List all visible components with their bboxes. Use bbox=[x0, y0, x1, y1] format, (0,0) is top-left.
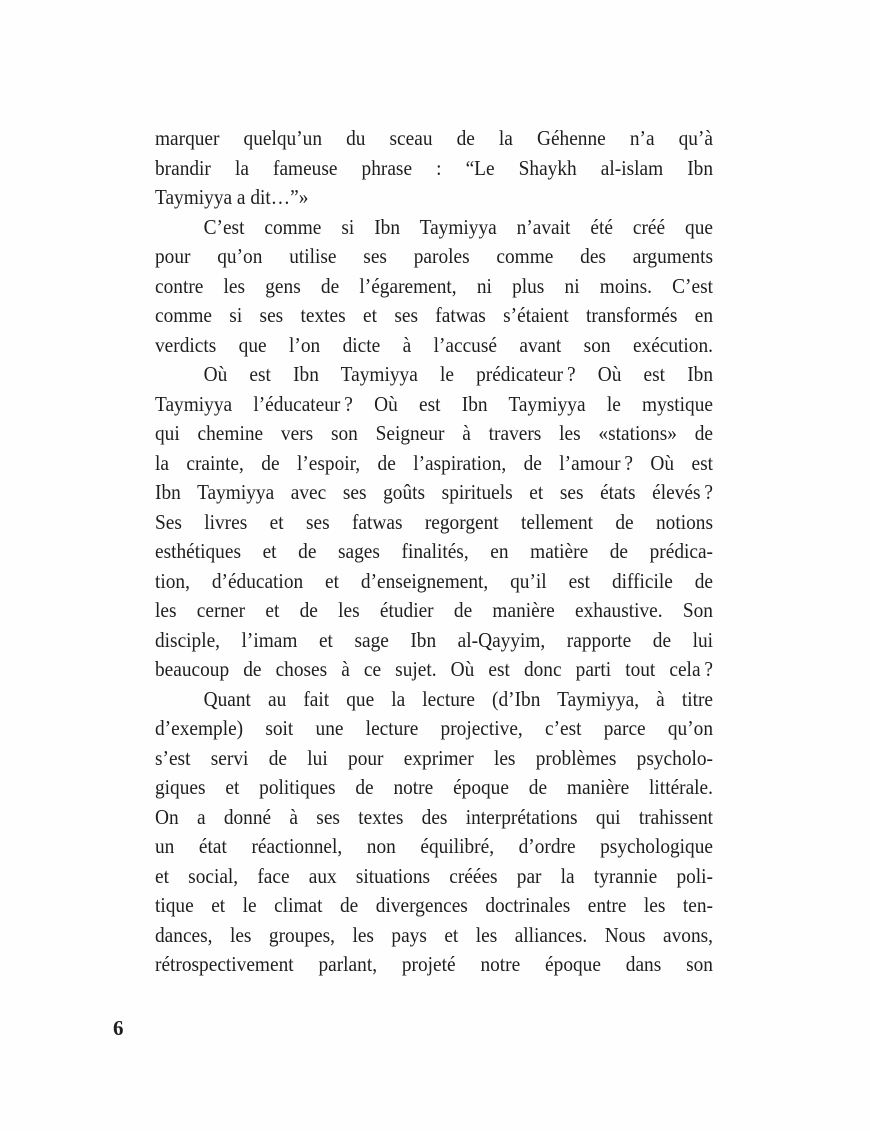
page-number: 6 bbox=[113, 1016, 124, 1040]
text-line: s’est servi de lui pour exprimer les problèmes psycholo- bbox=[155, 745, 713, 770]
text-line: marquer quelqu’un du sceau de la Géhenne n’a qu’à bbox=[155, 126, 713, 150]
text-line: pour qu’on utilise ses paroles comme des arguments bbox=[155, 244, 713, 268]
text-line: et social, face aux situations créées par la tyrannie poli- bbox=[155, 863, 713, 888]
text-line: la crainte, de l’espoir, de l’aspiration, de l’amour ? Où est bbox=[155, 450, 713, 475]
text-line: On a donné à ses textes des interprétations qui trahissent bbox=[155, 804, 713, 829]
text-line: qui chemine vers son Seigneur à travers les «stations» de bbox=[155, 421, 713, 445]
text-line: Où est Ibn Taymiyya le prédicateur ? Où est Ibn bbox=[203, 362, 713, 386]
text-line: Taymiyya l’éducateur ? Où est Ibn Taymiyya le mystique bbox=[155, 391, 713, 416]
text-line: Quant au fait que la lecture (d’Ibn Taymiyya, à titre bbox=[203, 686, 713, 711]
text-line: tion, d’éducation et d’enseignement, qu’il est difficile de bbox=[155, 568, 713, 593]
text-line: esthétiques et de sages finalités, en matière de prédica- bbox=[155, 539, 713, 563]
page-text-block bbox=[155, 124, 713, 980]
text-line: verdicts que l’on dicte à l’accusé avant son exécution. bbox=[155, 332, 713, 357]
text-line: comme si ses textes et ses fatwas s’étaient transformés en bbox=[155, 303, 713, 327]
text-line: d’exemple) soit une lecture projective, c’est parce qu’on bbox=[155, 716, 713, 740]
text-line: dances, les groupes, les pays et les alliances. Nous avons, bbox=[155, 922, 713, 947]
text-line: beaucoup de choses à ce sujet. Où est donc parti tout cela ? bbox=[155, 657, 713, 681]
text-line: un état réactionnel, non équilibré, d’ordre psychologique bbox=[155, 834, 713, 858]
text-line: contre les gens de l’égarement, ni plus ni moins. C’est bbox=[155, 273, 713, 298]
text-line: Ibn Taymiyya avec ses goûts spirituels et ses états élevés ? bbox=[155, 480, 713, 504]
text-line: les cerner et de les étudier de manière exhaustive. Son bbox=[155, 598, 713, 622]
text-line: Ses livres et ses fatwas regorgent tellement de notions bbox=[155, 509, 713, 534]
text-line: brandir la fameuse phrase : “Le Shaykh al-islam Ibn bbox=[155, 155, 713, 180]
text-line: disciple, l’imam et sage Ibn al-Qayyim, rapporte de lui bbox=[155, 627, 713, 652]
text-line: rétrospectivement parlant, projeté notre époque dans son bbox=[155, 952, 713, 976]
text-line: C’est comme si Ibn Taymiyya n’avait été créé que bbox=[203, 214, 713, 239]
text-line: tique et le climat de divergences doctrinales entre les ten- bbox=[155, 893, 713, 917]
text-line: giques et politiques de notre époque de manière littérale. bbox=[155, 775, 713, 799]
text-line: Taymiyya a dit…”» bbox=[155, 185, 309, 209]
